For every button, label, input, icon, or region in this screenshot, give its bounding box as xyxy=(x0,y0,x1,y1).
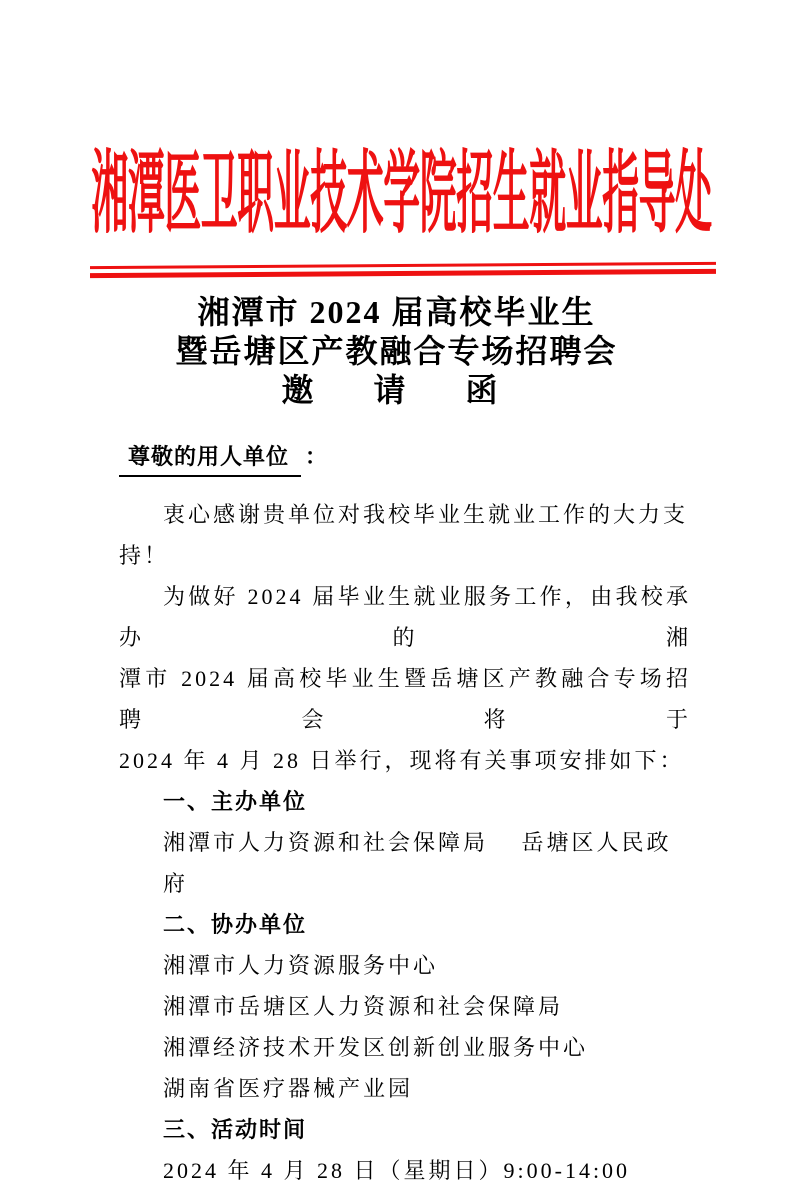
section-heading-organizer: 一、主办单位 xyxy=(163,789,308,814)
title-line-1: 湘潭市 2024 届高校毕业生 xyxy=(197,294,596,330)
letter-body xyxy=(119,494,691,1191)
greeting-colon: ： xyxy=(305,444,329,469)
event-time-item: 2024 年 4 月 28 日（星期日）9:00-14:00 xyxy=(163,1158,631,1183)
divider-line-top xyxy=(90,262,716,269)
letterhead-title: 湘潭医卫职业技术学院招生就业指导处 xyxy=(90,144,712,244)
section-heading-coorganizer: 二、协办单位 xyxy=(163,912,308,937)
letterhead-banner xyxy=(90,146,712,242)
paragraph-intro-line-1: 为做好 2024 届毕业生就业服务工作，由我校承办的湘 xyxy=(119,584,691,650)
greeting-label: 尊敬的用人单位 xyxy=(119,442,301,477)
title-line-3: 邀 请 函 xyxy=(281,372,512,408)
paragraph-intro-line-3: 2024 年 4 月 28 日举行，现将有关事项安排如下： xyxy=(119,748,685,773)
coorganizer-item: 湘潭市岳塘区人力资源和社会保障局 xyxy=(163,994,564,1019)
coorganizer-item: 湘潭市人力资源服务中心 xyxy=(163,953,439,978)
coorganizer-item: 湘潭经济技术开发区创新创业服务中心 xyxy=(163,1035,589,1060)
document-title xyxy=(0,293,793,410)
coorganizer-item: 湖南省医疗器械产业园 xyxy=(163,1076,414,1101)
divider-line-bottom xyxy=(90,269,716,278)
paragraph-thanks: 衷心感谢贵单位对我校毕业生就业工作的大力支持！ xyxy=(119,502,689,568)
title-line-2: 暨岳塘区产教融合专场招聘会 xyxy=(175,333,618,369)
section-heading-time: 三、活动时间 xyxy=(163,1117,308,1142)
paragraph-intro-line-2: 潭市 2024 届高校毕业生暨岳塘区产教融合专场招聘会将于 xyxy=(119,666,691,732)
greeting xyxy=(119,442,328,477)
organizer-item: 湘潭市人力资源和社会保障局 岳塘区人民政府 xyxy=(163,830,672,896)
